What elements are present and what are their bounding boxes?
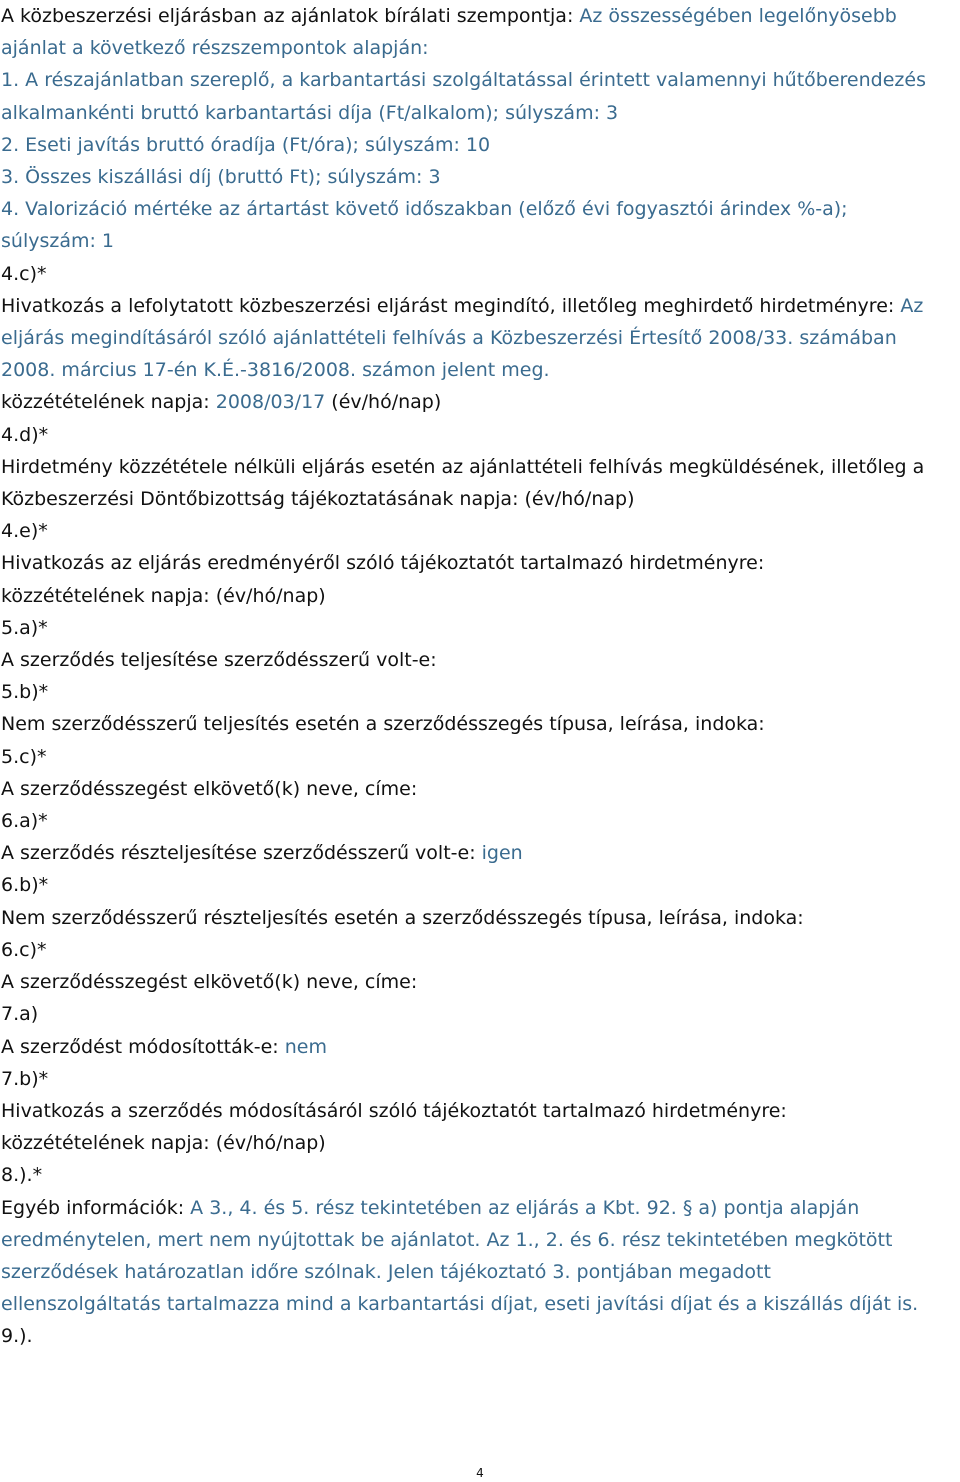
- section-4c-value-line-2: eljárás megindításáról szóló ajánlattételi felhívás a Közbeszerzési Értesítő 2008/33. számában: [1, 327, 897, 350]
- section-4c-value: Az: [900, 294, 924, 317]
- document-page: [1, 0, 957, 1353]
- section-4d-line-1: Hirdetmény közzététele nélküli eljárás esetén az ajánlattételi felhívás megküldésének, illetőleg a: [1, 455, 925, 478]
- section-7a-line: [1, 1031, 957, 1063]
- criteria-value: Az összességében legelőnyösebb: [579, 5, 897, 27]
- section-4c-line-1: [1, 290, 957, 322]
- section-8-value-line-4: ellenszolgáltatás tartalmazza mind a karbantartási díjat, eseti javítási díjat és a kiszállás díját is.: [1, 1293, 919, 1316]
- section-5a-text: A szerződés teljesítése szerződésszerű volt-e:: [1, 649, 437, 672]
- section-7a-label: A szerződést módosították-e:: [1, 1035, 279, 1058]
- section-7b-line-1: Hivatkozás a szerződés módosításáról szóló tájékoztatót tartalmazó hirdetményre:: [1, 1099, 787, 1122]
- section-6b-text: Nem szerződésszerű részteljesítés esetén a szerződésszegés típusa, leírása, indoka:: [1, 906, 804, 929]
- section-4c-date-value: 2008/03/17: [215, 391, 326, 414]
- section-7b-heading: 7.b)*: [1, 1067, 49, 1090]
- section-6a-line: [1, 837, 957, 869]
- criteria-label: A közbeszerzési eljárásban az ajánlatok bírálati szempontja:: [1, 5, 574, 27]
- section-5b-heading: 5.b)*: [1, 681, 49, 704]
- criteria-line-1: [1, 0, 957, 32]
- section-4c-date-line: [1, 386, 957, 418]
- section-8-heading: 8.).*: [1, 1164, 43, 1187]
- section-8-label: Egyéb információk:: [1, 1196, 185, 1219]
- section-7b-line-2: közzétételének napja: (év/hó/nap): [1, 1132, 326, 1155]
- criteria-item-1a: 1. A részajánlatban szereplő, a karbantartási szolgáltatással érintett valamennyi hűtőberendezés: [1, 69, 926, 92]
- criteria-item-3: 3. Összes kiszállási díj (bruttó Ft); súlyszám: 3: [1, 166, 441, 189]
- criteria-value-cont: ajánlat a következő részszempontok alapján:: [1, 37, 429, 60]
- section-4c-date-format: (év/hó/nap): [331, 391, 442, 414]
- section-4e-line-1: Hivatkozás az eljárás eredményéről szóló tájékoztatót tartalmazó hirdetményre:: [1, 552, 765, 575]
- section-4d-line-2: Közbeszerzési Döntőbizottság tájékoztatásának napja: (év/hó/nap): [1, 488, 635, 511]
- section-4c-label: Hivatkozás a lefolytatott közbeszerzési eljárást megindító, illetőleg meghirdető hirdetményre:: [1, 294, 895, 317]
- section-4c-date-label: közzétételének napja:: [1, 391, 210, 414]
- section-5b-text: Nem szerződésszerű teljesítés esetén a szerződésszegés típusa, leírása, indoka:: [1, 713, 765, 736]
- page-number: 4: [476, 1466, 484, 1480]
- section-5a-heading: 5.a)*: [1, 616, 48, 639]
- section-4e-line-2: közzétételének napja: (év/hó/nap): [1, 584, 326, 607]
- section-5c-heading: 5.c)*: [1, 745, 47, 768]
- section-7a-value: nem: [284, 1035, 328, 1058]
- section-7a-heading: 7.a): [1, 1003, 39, 1026]
- section-8-value-line-3: szerződések határozatlan időre szólnak. Jelen tájékoztató 3. pontjában megadott: [1, 1260, 771, 1283]
- section-9-heading: 9.).: [1, 1325, 33, 1348]
- section-6b-heading: 6.b)*: [1, 874, 49, 897]
- section-6c-heading: 6.c)*: [1, 938, 47, 961]
- criteria-item-2: 2. Eseti javítás bruttó óradíja (Ft/óra); súlyszám: 10: [1, 133, 491, 156]
- criteria-item-4a: 4. Valorizáció mértéke az ártartást követő időszakban (előző évi fogyasztói árindex %-a);: [1, 198, 848, 221]
- section-6a-heading: 6.a)*: [1, 810, 48, 833]
- section-4d-heading: 4.d)*: [1, 423, 49, 446]
- section-5c-text: A szerződésszegést elkövető(k) neve, címe:: [1, 777, 418, 800]
- section-4c-value-line-3: 2008. március 17-én K.É.-3816/2008. számon jelent meg.: [1, 359, 550, 382]
- section-6a-value: igen: [481, 842, 523, 865]
- criteria-item-4b: súlyszám: 1: [1, 230, 115, 253]
- section-4c-heading: 4.c)*: [1, 262, 47, 285]
- section-8-value-line-2: eredménytelen, mert nem nyújtottak be ajánlatot. Az 1., 2. és 6. rész tekintetében megkötött: [1, 1228, 893, 1251]
- criteria-item-1b: alkalmankénti bruttó karbantartási díja (Ft/alkalom); súlyszám: 3: [1, 101, 619, 124]
- section-4e-heading: 4.e)*: [1, 520, 48, 543]
- section-6a-label: A szerződés részteljesítése szerződésszerű volt-e:: [1, 842, 476, 865]
- section-8-value: A 3., 4. és 5. rész tekintetében az eljárás a Kbt. 92. § a) pontja alapján: [190, 1196, 860, 1219]
- section-6c-text: A szerződésszegést elkövető(k) neve, címe:: [1, 971, 418, 994]
- section-8-line-1: [1, 1192, 957, 1224]
